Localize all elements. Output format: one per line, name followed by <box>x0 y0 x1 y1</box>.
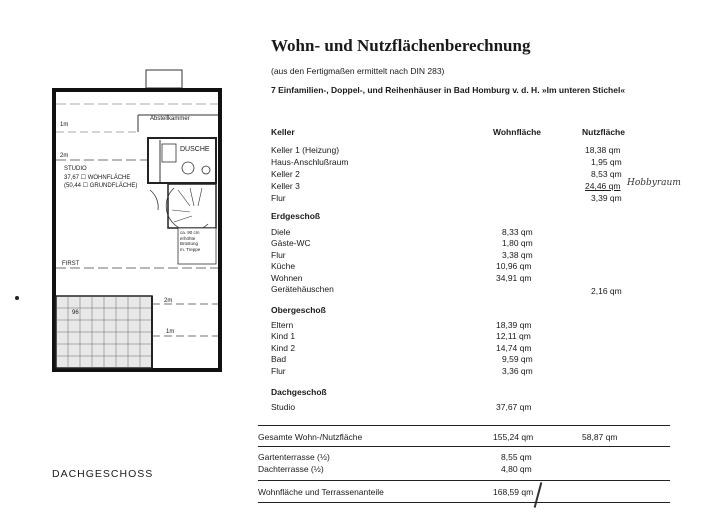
plan-label-studio: STUDIO <box>64 166 87 172</box>
page-subtitle: (aus den Fertigmaßen ermittelt nach DIN 283) <box>271 66 445 76</box>
total-divider-top <box>258 425 670 426</box>
final-value: 168,59 qm <box>493 487 534 497</box>
table-row: Küche 10,96 qm <box>271 261 532 272</box>
plan-label-2m-bottom: 2m <box>164 298 173 304</box>
header-nutzflaeche: Nutzfläche <box>582 127 625 137</box>
table-row: Gäste-WC 1,80 qm <box>271 238 533 249</box>
dot-mark <box>15 296 19 300</box>
plan-caption: DACHGESCHOSS <box>52 468 154 480</box>
table-row: Bad 9,59 qm <box>271 354 533 365</box>
terrasse-dach-label: Dachterrasse (½) <box>258 464 324 474</box>
total-divider-bottom <box>258 446 670 447</box>
table-row: Keller 3 24,46 qm Hobbyraum <box>271 178 681 191</box>
total-nutz: 58,87 qm <box>582 432 618 442</box>
table-row: Kind 1 12,11 qm <box>271 331 531 342</box>
table-row: Flur 3,36 qm <box>271 365 533 376</box>
dachgeschoss-list <box>271 402 671 414</box>
terrasse-garten-value: 8,55 qm <box>501 452 532 462</box>
table-row: Eltern 18,39 qm <box>271 320 532 330</box>
table-row: Wohnen 34,91 qm <box>271 272 532 283</box>
table-row: Flur 3,38 qm <box>271 249 533 260</box>
plan-label-96: 96 <box>72 310 79 316</box>
header-wohnflaeche: Wohnfläche <box>493 127 542 137</box>
table-row: Gerätehäuschen 2,16 qm <box>271 283 622 296</box>
plan-label-studio-wohn: 37,67 ☐ WOHNFLÄCHE <box>64 175 131 181</box>
table-row: Kind 2 14,74 qm <box>271 342 532 353</box>
table-row: Haus-Anschlußraum 1,95 qm <box>271 157 622 167</box>
handwritten-note: Hobbyraum <box>627 178 681 188</box>
total-wohn: 155,24 qm <box>493 432 534 442</box>
erdgeschoss-list <box>271 227 671 295</box>
table-row: Flur 3,39 qm <box>271 193 622 203</box>
floor-plan <box>48 60 228 390</box>
section-keller-title: Keller <box>271 127 295 137</box>
keller-list <box>271 145 681 205</box>
plan-label-1m-top: 1m <box>60 122 69 128</box>
final-label: Wohnfläche und Terrassenanteile <box>258 487 384 497</box>
section-dachgeschoss-title: Dachgeschoß <box>271 387 327 397</box>
total-label: Gesamte Wohn-/Nutzfläche <box>258 432 363 442</box>
table-row: Studio 37,67 qm <box>271 402 532 412</box>
plan-label-2m-top: 2m <box>60 153 69 159</box>
page-title: Wohn- und Nutzflächenberechnung <box>271 36 531 55</box>
plan-label-dusche: DUSCHE <box>180 146 210 153</box>
table-row: Keller 2 8,53 qm <box>271 169 622 179</box>
plan-label-first: FIRST <box>62 261 80 267</box>
table-row: Diele 8,33 qm <box>271 227 533 237</box>
plan-label-studio-grund: (50,44 ☐ GRUNDFLÄCHE) <box>64 183 138 189</box>
plan-label-1m-bottom: 1m <box>166 329 175 335</box>
project-line: 7 Einfamilien-, Doppel-, und Reihenhäuser in Bad Homburg v. d. H. »Im unteren Stichel« <box>271 85 626 95</box>
final-divider-bottom <box>258 502 670 503</box>
terrasse-dach-value: 4,80 qm <box>501 464 532 474</box>
plan-label-abstellkammer: Abstellkammer <box>150 116 190 122</box>
pen-slash-mark <box>534 482 543 508</box>
plan-label-brustung: ca. 90 cm erhöhte Brüstung m. Treppe <box>180 230 201 252</box>
section-erdgeschoss-title: Erdgeschoß <box>271 211 321 221</box>
terrasse-garten-label: Gartenterrasse (½) <box>258 452 330 462</box>
final-divider-top <box>258 480 670 481</box>
obergeschoss-list <box>271 320 671 377</box>
section-obergeschoss-title: Obergeschoß <box>271 305 326 315</box>
table-row: Keller 1 (Heizung) 18,38 qm <box>271 145 621 155</box>
